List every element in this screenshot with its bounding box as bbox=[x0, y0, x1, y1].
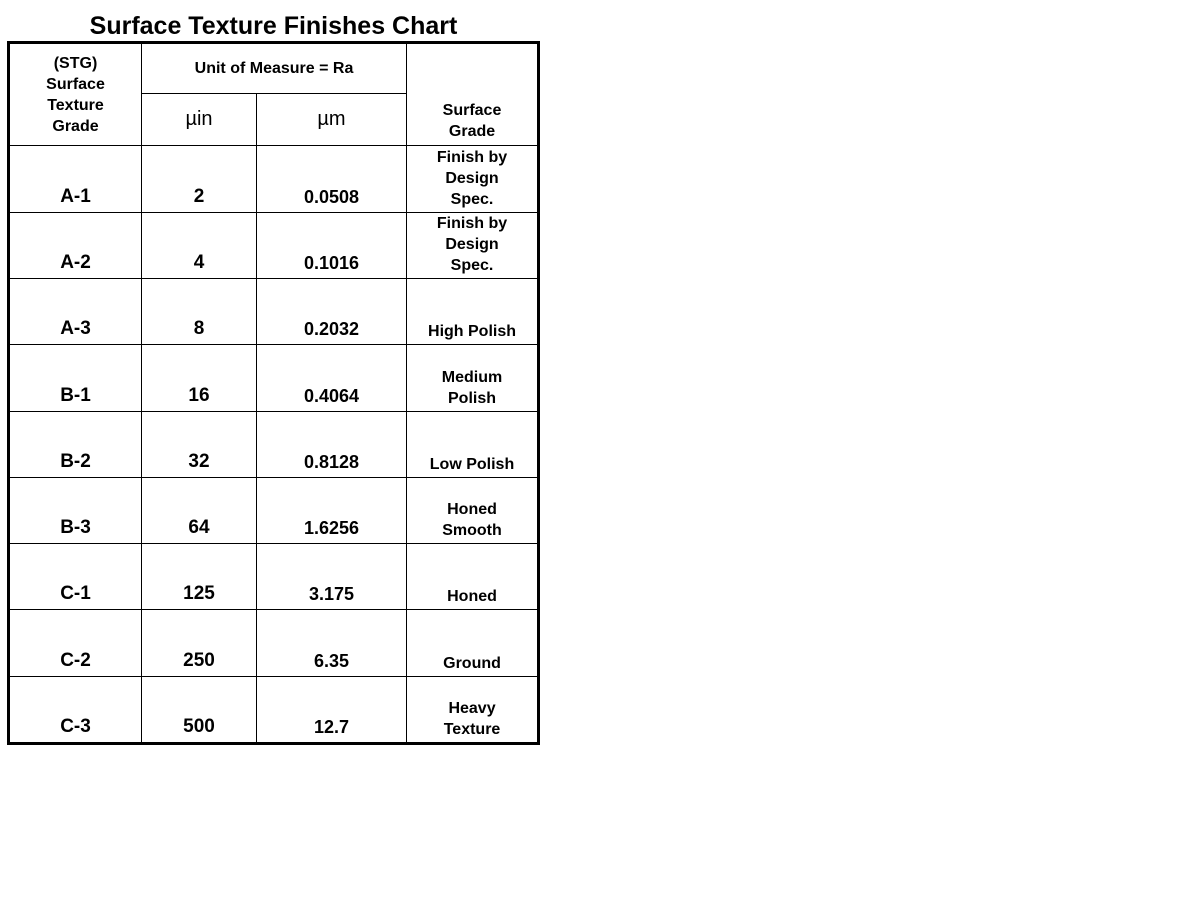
microinch-cell: 2 bbox=[142, 146, 257, 213]
header-row-top bbox=[9, 43, 539, 94]
microinch-column-header: µin bbox=[142, 94, 257, 146]
stg-cell: A-3 bbox=[9, 279, 142, 345]
table-row bbox=[9, 477, 539, 543]
microinch-cell: 16 bbox=[142, 345, 257, 411]
stg-column-header: (STG) Surface Texture Grade bbox=[9, 43, 142, 146]
micrometer-cell: 0.1016 bbox=[257, 213, 407, 279]
stg-cell: A-1 bbox=[9, 146, 142, 213]
table-row bbox=[9, 213, 539, 279]
stg-cell: C-3 bbox=[9, 676, 142, 743]
table-row bbox=[9, 411, 539, 477]
micrometer-cell: 1.6256 bbox=[257, 477, 407, 543]
surface-finish-table bbox=[7, 41, 540, 745]
surface-grade-cell: Medium Polish bbox=[407, 345, 539, 411]
micrometer-cell: 0.8128 bbox=[257, 411, 407, 477]
table-row bbox=[9, 279, 539, 345]
microinch-cell: 250 bbox=[142, 609, 257, 676]
table-row bbox=[9, 609, 539, 676]
surface-grade-cell: Ground bbox=[407, 609, 539, 676]
microinch-cell: 4 bbox=[142, 213, 257, 279]
micrometer-cell: 0.2032 bbox=[257, 279, 407, 345]
surface-grade-cell: Finish by Design Spec. bbox=[407, 146, 539, 213]
unit-of-measure-header: Unit of Measure = Ra bbox=[142, 43, 407, 94]
surface-grade-cell: Heavy Texture bbox=[407, 676, 539, 743]
surface-grade-cell: Finish by Design Spec. bbox=[407, 213, 539, 279]
microinch-cell: 125 bbox=[142, 543, 257, 609]
stg-cell: B-1 bbox=[9, 345, 142, 411]
microinch-cell: 8 bbox=[142, 279, 257, 345]
microinch-cell: 32 bbox=[142, 411, 257, 477]
surface-grade-cell: High Polish bbox=[407, 279, 539, 345]
stg-cell: C-2 bbox=[9, 609, 142, 676]
surface-grade-cell: Honed Smooth bbox=[407, 477, 539, 543]
surface-grade-cell: Honed bbox=[407, 543, 539, 609]
micrometer-cell: 12.7 bbox=[257, 676, 407, 743]
table-row bbox=[9, 345, 539, 411]
surface-grade-cell: Low Polish bbox=[407, 411, 539, 477]
micrometer-cell: 0.4064 bbox=[257, 345, 407, 411]
chart-title: Surface Texture Finishes Chart bbox=[89, 12, 458, 40]
microinch-cell: 500 bbox=[142, 676, 257, 743]
stg-cell: C-1 bbox=[9, 543, 142, 609]
micrometer-cell: 0.0508 bbox=[257, 146, 407, 213]
surface-grade-column-header: Surface Grade bbox=[407, 43, 539, 146]
micrometer-cell: 6.35 bbox=[257, 609, 407, 676]
micrometer-column-header: µm bbox=[257, 94, 407, 146]
stg-cell: B-3 bbox=[9, 477, 142, 543]
stg-cell: A-2 bbox=[9, 213, 142, 279]
microinch-cell: 64 bbox=[142, 477, 257, 543]
table-row bbox=[9, 146, 539, 213]
micrometer-cell: 3.175 bbox=[257, 543, 407, 609]
table-row bbox=[9, 543, 539, 609]
stg-cell: B-2 bbox=[9, 411, 142, 477]
table-row bbox=[9, 676, 539, 743]
